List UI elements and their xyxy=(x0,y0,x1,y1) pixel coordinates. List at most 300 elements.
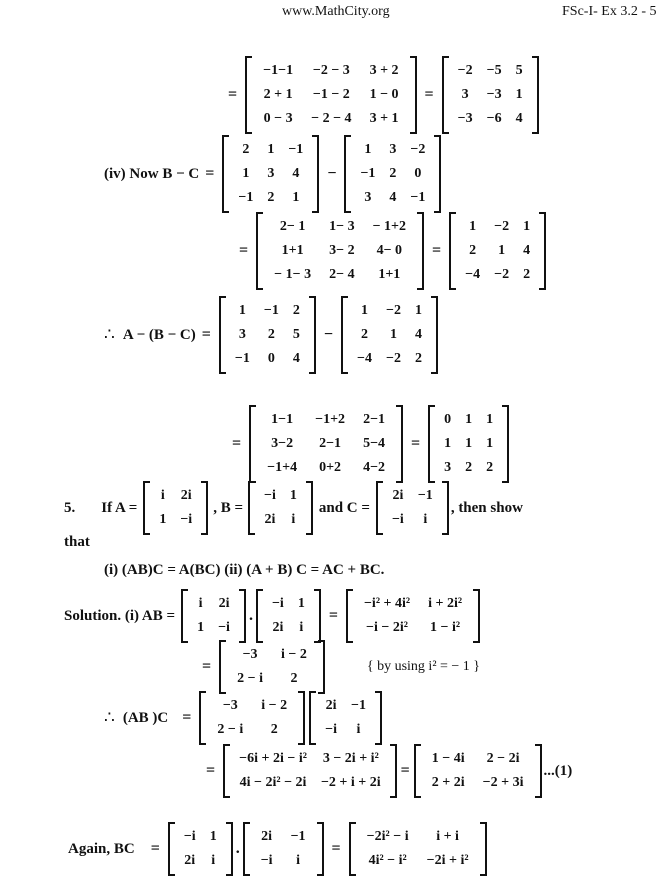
matrix-cell: −1 xyxy=(417,488,433,503)
matrix-cell: i xyxy=(198,596,203,611)
matrix-cell: −3 xyxy=(486,87,502,102)
matrix-row xyxy=(232,747,388,771)
equals-sign: = xyxy=(206,762,216,779)
matrix-cell: −4 xyxy=(356,351,372,366)
matrix-cell: 2 xyxy=(267,327,275,342)
matrix-B xyxy=(248,481,313,535)
and-c-text: and C = xyxy=(318,499,370,516)
matrix-cell: 3− 2 xyxy=(329,243,355,258)
matrix-cell: 2− 1 xyxy=(279,219,306,234)
matrix-cell: 3 xyxy=(267,166,275,181)
matrix-cell: 2 xyxy=(290,671,298,686)
matrix-cell: 4 xyxy=(414,327,422,342)
matrix-table xyxy=(232,747,388,795)
eq4-row xyxy=(104,296,440,374)
matrix-cell: i xyxy=(291,512,296,527)
matrix-row xyxy=(358,849,478,873)
matrix-C xyxy=(243,822,324,876)
matrix-row xyxy=(231,138,310,162)
equals-sign: = xyxy=(400,762,410,779)
matrix-cell: 5 xyxy=(515,63,523,78)
matrix-row xyxy=(451,83,530,107)
matrix-cell: 1 xyxy=(267,142,275,157)
matrix-B xyxy=(168,822,233,876)
matrix-cell: 1 xyxy=(238,303,246,318)
equals-sign: = xyxy=(424,86,434,103)
matrix-row xyxy=(254,83,407,107)
matrix-table xyxy=(228,643,316,691)
matrix-table xyxy=(265,592,312,640)
matrix-cell: 2 xyxy=(267,190,275,205)
matrix-cell: −2 + 3i xyxy=(482,775,524,790)
matrix-cell: 1 − 0 xyxy=(369,87,399,102)
equals-sign: = xyxy=(228,86,238,103)
therefore-symbol: ∴ xyxy=(104,708,115,727)
matrix-cell: 1 xyxy=(364,142,372,157)
matrix xyxy=(449,212,546,290)
matrix-row xyxy=(437,408,500,432)
matrix-cell: − 2 − 4 xyxy=(311,111,352,126)
matrix-cell: 2 + 2i xyxy=(431,775,465,790)
matrix-cell: 1 xyxy=(486,412,494,427)
matrix-C xyxy=(344,135,441,213)
matrix-A xyxy=(143,481,208,535)
matrix-row xyxy=(257,484,304,508)
matrix-row xyxy=(152,484,199,508)
eq1-row xyxy=(222,56,541,134)
matrix-row xyxy=(231,186,310,210)
matrix-cell: 2 − i xyxy=(237,671,263,686)
matrix-cell: i xyxy=(356,722,361,737)
matrix-row xyxy=(177,825,224,849)
matrix-cell: 1 xyxy=(389,327,397,342)
matrix xyxy=(249,405,403,483)
matrix-cell: 4i − 2i² − 2i xyxy=(239,775,307,790)
matrix-row xyxy=(208,694,296,718)
matrix-cell: − 1+2 xyxy=(372,219,407,234)
matrix-row xyxy=(265,215,415,239)
matrix-cell: −6 xyxy=(486,111,502,126)
matrix-cell: −6i + 2i − i² xyxy=(239,751,307,766)
matrix-row xyxy=(228,299,307,323)
matrix-expanded xyxy=(223,744,397,798)
matrix-cell: 4 xyxy=(389,190,397,205)
matrix-cell: −2 xyxy=(410,142,426,157)
matrix-cell: 1 xyxy=(465,436,473,451)
matrix-row xyxy=(190,616,237,640)
matrix-cell: −1 xyxy=(234,351,250,366)
header-exercise-ref: FSc-I- Ex 3.2 - 5 xyxy=(562,4,657,19)
matrix-cell: −1 xyxy=(263,303,279,318)
matrix-table xyxy=(353,138,432,210)
matrix-table xyxy=(228,299,307,371)
matrix-row xyxy=(458,239,537,263)
matrix-row xyxy=(423,771,533,795)
using-note: { by using i² = − 1 } xyxy=(366,659,481,674)
question-number: 5. xyxy=(64,499,76,516)
therefore-symbol: ∴ xyxy=(104,325,115,344)
matrix xyxy=(245,56,416,134)
matrix-row xyxy=(451,59,530,83)
matrix-row xyxy=(232,771,388,795)
matrix-row xyxy=(358,825,478,849)
header-site: www.MathCity.org xyxy=(282,4,390,19)
matrix-row xyxy=(257,508,304,532)
matrix-cell: −1+4 xyxy=(267,460,298,475)
matrix-cell: 3 xyxy=(461,87,469,102)
parts-text: (i) (AB)C = A(BC) (ii) (A + B) C = AC + BC. xyxy=(104,562,385,578)
matrix-table xyxy=(252,825,315,873)
matrix-cell: i − 2 xyxy=(281,647,307,662)
matrix-table xyxy=(177,825,224,873)
matrix-cell: −2 xyxy=(457,63,473,78)
equals-sign: = xyxy=(232,435,242,452)
matrix-row xyxy=(258,456,394,480)
matrix-table xyxy=(423,747,533,795)
matrix-row xyxy=(265,263,415,287)
matrix-cell: 2 xyxy=(465,460,473,475)
matrix-table xyxy=(265,215,415,287)
matrix-row xyxy=(385,508,440,532)
matrix-cell: −5 xyxy=(486,63,502,78)
matrix-cell: 3 + 1 xyxy=(369,111,399,126)
matrix-cell: 2 xyxy=(486,460,494,475)
matrix-row xyxy=(353,186,432,210)
equals-sign: = xyxy=(411,435,421,452)
matrix-cell: 2 xyxy=(389,166,397,181)
matrix-table xyxy=(208,694,296,742)
solution-ab-row xyxy=(64,589,482,643)
matrix-cell: 2i xyxy=(264,512,276,527)
matrix-cell: −2 xyxy=(494,219,510,234)
parts-row xyxy=(104,562,384,579)
matrix-cell: i − 2 xyxy=(261,698,288,713)
matrix-table xyxy=(254,59,407,131)
matrix-cell: 2 xyxy=(292,303,300,318)
matrix-row xyxy=(265,239,415,263)
matrix-A xyxy=(219,296,316,374)
matrix-cell: i + i xyxy=(436,829,459,844)
abc-label: (AB )C xyxy=(122,709,169,726)
matrix-cell: −3 xyxy=(242,647,258,662)
matrix-cell: 1 xyxy=(498,243,506,258)
matrix-row xyxy=(177,849,224,873)
matrix-cell: 1 xyxy=(523,219,531,234)
matrix-cell: 2−1 xyxy=(319,436,342,451)
matrix-row xyxy=(152,508,199,532)
matrix-cell: 1 xyxy=(209,829,217,844)
matrix-row xyxy=(231,162,310,186)
matrix-row xyxy=(228,347,307,371)
matrix-B-minus-C xyxy=(341,296,438,374)
matrix-cell: 2i xyxy=(261,829,273,844)
equals-sign: = xyxy=(150,840,160,857)
matrix-row xyxy=(208,718,296,742)
matrix-row xyxy=(318,718,373,742)
matrix-cell: 3 − 2i + i² xyxy=(322,751,379,766)
matrix-row xyxy=(353,162,432,186)
matrix-cell: 1 xyxy=(469,219,477,234)
matrix xyxy=(428,405,509,483)
equals-sign: = xyxy=(205,165,215,182)
matrix-row xyxy=(258,408,394,432)
matrix-cell: 0 − 3 xyxy=(263,111,293,126)
matrix-cell: 2i xyxy=(180,488,192,503)
matrix-table xyxy=(350,299,429,371)
matrix-cell: −4 xyxy=(465,267,481,282)
matrix-row xyxy=(350,299,429,323)
equals-sign: = xyxy=(432,242,442,259)
equals-sign: = xyxy=(328,607,338,624)
equals-sign: = xyxy=(239,242,249,259)
dot-operator: . xyxy=(248,607,253,624)
matrix-cell: 2i xyxy=(392,488,404,503)
matrix xyxy=(256,212,424,290)
matrix-row xyxy=(458,263,537,287)
matrix-row xyxy=(423,747,533,771)
matrix-cell: −i xyxy=(271,596,284,611)
matrix-cell: 2− 4 xyxy=(329,267,355,282)
matrix-cell: i xyxy=(211,853,216,868)
matrix-cell: −2 xyxy=(385,351,401,366)
matrix-cell: −3 xyxy=(222,698,238,713)
matrix-row xyxy=(265,616,312,640)
matrix-row xyxy=(254,59,407,83)
matrix-row xyxy=(252,849,315,873)
equals-sign: = xyxy=(202,658,212,675)
eq5-row xyxy=(226,405,511,483)
matrix-cell: −i xyxy=(218,620,230,635)
matrix-table xyxy=(190,592,237,640)
equals-sign: = xyxy=(182,709,192,726)
matrix-cell: −1 xyxy=(351,698,366,713)
matrix-cell: 0+2 xyxy=(319,460,342,475)
matrix-cell: −2 − 3 xyxy=(312,63,350,78)
matrix-row xyxy=(258,432,394,456)
matrix-cell: 2 − i xyxy=(217,722,244,737)
abc-row xyxy=(104,691,384,745)
matrix-cell: −2i² − i xyxy=(366,829,409,844)
matrix-table xyxy=(152,484,199,532)
matrix-cell: 1 xyxy=(297,596,305,611)
matrix-cell: 3 xyxy=(444,460,452,475)
matrix-cell: i xyxy=(299,620,304,635)
matrix-cell: 1 − 4i xyxy=(431,751,465,766)
matrix-row xyxy=(350,347,429,371)
matrix-table xyxy=(451,59,530,131)
minus-sign: − xyxy=(323,326,333,343)
matrix-cell: 2i xyxy=(272,620,284,635)
matrix-row xyxy=(228,323,307,347)
matrix-row xyxy=(252,825,315,849)
matrix-cell: −i xyxy=(325,722,337,737)
matrix-B xyxy=(222,135,319,213)
matrix-cell: −1 xyxy=(290,829,306,844)
matrix-table xyxy=(257,484,304,532)
abc-expanded-row xyxy=(200,744,572,798)
matrix-cell: 1+1 xyxy=(378,267,401,282)
matrix-cell: 1 xyxy=(414,303,422,318)
matrix-row xyxy=(190,592,237,616)
matrix-cell: −1 xyxy=(238,190,254,205)
matrix-C xyxy=(309,691,382,745)
matrix-cell: 2 xyxy=(469,243,477,258)
matrix-cell: 3−2 xyxy=(271,436,294,451)
matrix-table xyxy=(318,694,373,742)
matrix-cell: −i xyxy=(180,512,193,527)
matrix-cell: −i² + 4i² xyxy=(363,596,411,611)
matrix-cell: 1+1 xyxy=(281,243,304,258)
matrix-cell: 3 xyxy=(238,327,246,342)
matrix-cell: i + 2i² xyxy=(428,596,463,611)
bc-row xyxy=(68,822,489,876)
matrix-cell: 1 xyxy=(159,512,167,527)
matrix-cell: −1 − 2 xyxy=(312,87,350,102)
matrix-cell: −i xyxy=(264,488,276,503)
matrix-cell: 4− 0 xyxy=(376,243,403,258)
matrix-cell: −i − 2i² xyxy=(366,620,408,635)
matrix-cell: 5−4 xyxy=(363,436,386,451)
matrix-row xyxy=(228,667,316,691)
matrix-cell: −1 xyxy=(360,166,376,181)
matrix-cell: 3 xyxy=(389,142,397,157)
matrix-cell: −1−1 xyxy=(263,63,294,78)
if-a-text: If A = xyxy=(101,499,138,516)
matrix-cell: 4 xyxy=(292,166,300,181)
matrix-cell: 1 xyxy=(486,436,494,451)
matrix-cell: 0 xyxy=(444,412,452,427)
matrix-row xyxy=(355,616,471,640)
equation-tag: ...(1) xyxy=(543,762,573,779)
simplified-row xyxy=(196,640,480,694)
matrix-row xyxy=(265,592,312,616)
matrix-cell: 4 xyxy=(515,111,523,126)
matrix-row xyxy=(437,456,500,480)
matrix-row xyxy=(254,107,407,131)
matrix-table xyxy=(231,138,310,210)
matrix-row xyxy=(458,215,537,239)
matrix-cell: 2 xyxy=(360,327,368,342)
solution-label: Solution. (i) AB = xyxy=(64,607,176,624)
matrix-cell: 3 + 2 xyxy=(369,63,399,78)
matrix-row xyxy=(385,484,440,508)
matrix-table xyxy=(355,592,471,640)
matrix-cell: 4i² − i² xyxy=(368,853,407,868)
matrix-table xyxy=(385,484,440,532)
matrix-bc-result xyxy=(349,822,487,876)
eq2-row xyxy=(104,135,443,213)
matrix-cell: 1 xyxy=(465,412,473,427)
matrix-cell: −2i + i² xyxy=(426,853,469,868)
equals-sign: = xyxy=(201,326,211,343)
matrix-cell: 2i xyxy=(184,853,196,868)
matrix-cell: −2 xyxy=(385,303,401,318)
matrix-C xyxy=(376,481,449,535)
again-bc-label: Again, BC xyxy=(68,840,135,857)
matrix-cell: 2−1 xyxy=(363,412,386,427)
b-equals-text: , B = xyxy=(213,499,243,516)
matrix-cell: 1 xyxy=(515,87,523,102)
matrix-cell: 5 xyxy=(292,327,300,342)
matrix-row xyxy=(228,643,316,667)
eq3-row xyxy=(233,212,548,290)
matrix-cell: 2i xyxy=(218,596,230,611)
matrix-product xyxy=(346,589,480,643)
matrix-row xyxy=(437,432,500,456)
that-text: that xyxy=(64,534,90,550)
matrix-cell: 1 − i² xyxy=(430,620,461,635)
matrix-cell: 1 xyxy=(197,620,205,635)
matrix-cell: − 1− 3 xyxy=(274,267,312,282)
matrix-cell: −i xyxy=(260,853,273,868)
matrix-AB xyxy=(199,691,305,745)
matrix-cell: 1 xyxy=(292,190,300,205)
matrix-cell: 1 xyxy=(360,303,368,318)
matrix-cell: −1 xyxy=(288,142,304,157)
equals-sign: = xyxy=(331,840,341,857)
matrix-cell: 1 xyxy=(444,436,452,451)
matrix-row xyxy=(355,592,471,616)
matrix-ab-result xyxy=(219,640,325,694)
minus-sign: − xyxy=(327,165,337,182)
matrix-cell: −1 xyxy=(410,190,426,205)
then-show-text: , then show xyxy=(450,499,523,516)
matrix-table xyxy=(258,408,394,480)
matrix-cell: −2 xyxy=(494,267,510,282)
matrix-row xyxy=(353,138,432,162)
question-5-cont xyxy=(64,534,90,551)
matrix-table xyxy=(458,215,537,287)
matrix-cell: i xyxy=(160,488,165,503)
matrix-cell: i xyxy=(423,512,428,527)
question-5-row xyxy=(64,481,523,535)
dot-operator: . xyxy=(235,840,240,857)
matrix-cell: 0 xyxy=(267,351,275,366)
matrix xyxy=(442,56,539,134)
matrix-cell: −i xyxy=(391,512,404,527)
matrix-cell: −1+2 xyxy=(315,412,346,427)
matrix-cell: 3 xyxy=(364,190,372,205)
matrix-cell: 2 xyxy=(270,722,278,737)
matrix-abc-result xyxy=(414,744,542,798)
matrix-cell: −2 + i + 2i xyxy=(320,775,381,790)
matrix-cell: 1− 3 xyxy=(329,219,355,234)
matrix-cell: 2 xyxy=(414,351,422,366)
matrix-cell: 1−1 xyxy=(271,412,294,427)
matrix-cell: 2 xyxy=(523,267,531,282)
matrix-table xyxy=(358,825,478,873)
matrix-row xyxy=(451,107,530,131)
matrix-cell: −3 xyxy=(457,111,473,126)
matrix-cell: 2 − 2i xyxy=(486,751,520,766)
matrix-row xyxy=(350,323,429,347)
matrix-cell: 1 xyxy=(242,166,250,181)
matrix-cell: 1 xyxy=(289,488,297,503)
a-minus-bc-label: A − (B − C) xyxy=(122,326,196,343)
matrix-A xyxy=(181,589,246,643)
matrix-cell: 2 xyxy=(242,142,250,157)
matrix-cell: 2i xyxy=(325,698,337,713)
matrix-cell: 4−2 xyxy=(363,460,386,475)
part-iv-label: (iv) Now B − C xyxy=(104,165,200,182)
matrix-cell: 4 xyxy=(523,243,531,258)
matrix-B xyxy=(256,589,321,643)
matrix-cell: 4 xyxy=(292,351,300,366)
matrix-cell: i xyxy=(296,853,300,868)
matrix-cell: −i xyxy=(183,829,196,844)
matrix-cell: 2 + 1 xyxy=(263,87,293,102)
matrix-row xyxy=(318,694,373,718)
